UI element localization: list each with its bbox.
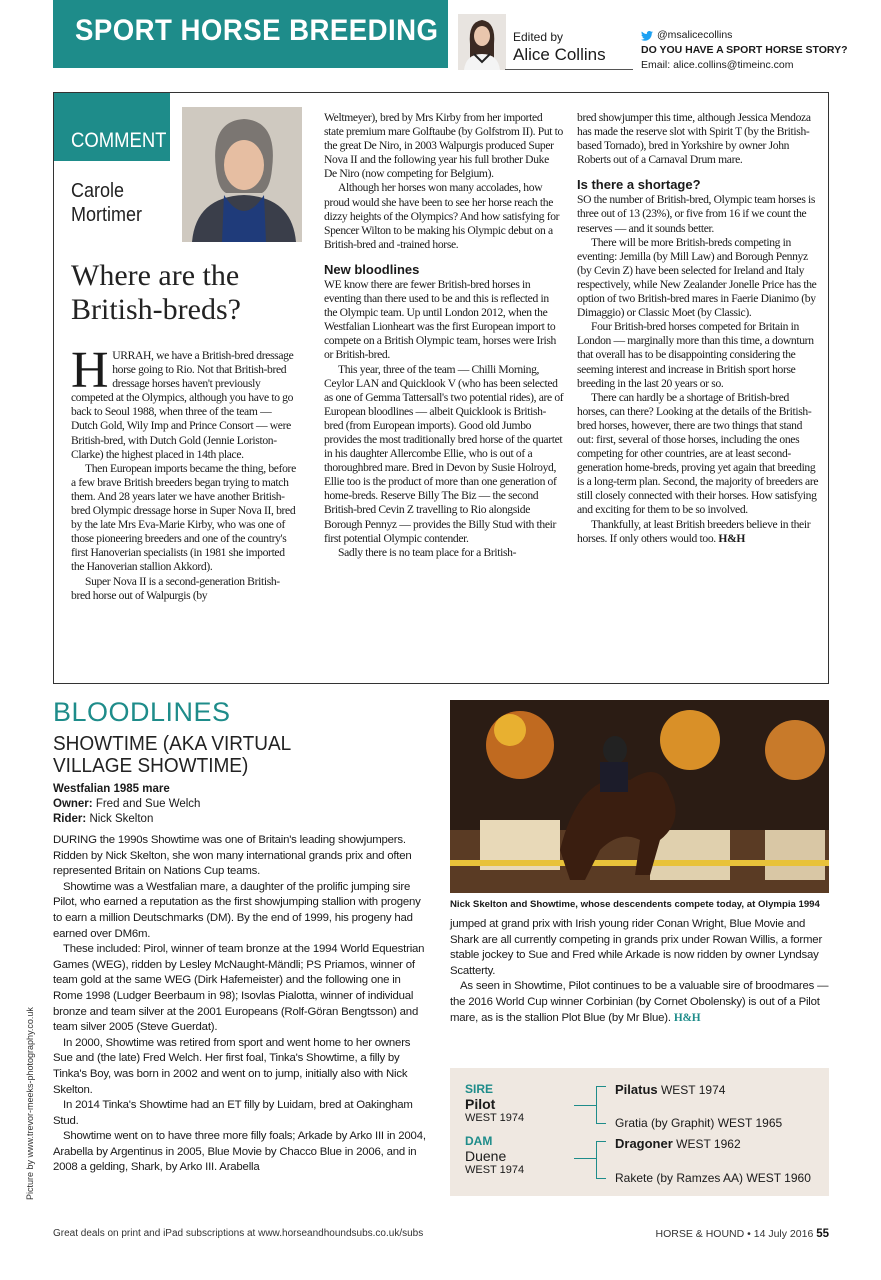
owner: Fred and Sue Welch	[95, 798, 201, 810]
paragraph: This year, three of the team — Chilli Morning, Ceylor LAN and Quicklook V (who has been selected as one of Gemma Tattersall's two potential rides), are of European bloodlines — albeit Quicklook is British-bred (from European imports). Good old Jumbo provides the most traditionally bred horse of the quartet in his daughter Allercombe Ellie, who is out of a thoroughbred mare. Bred in Devon by Susie Holroyd, Ellie too is the product of more than one generation of home-breds. Reserve Billy The Biz — the second British-bred Cevin Z travelling to Rio alongside Borough Pennyz — provides the Billy Stud with their first potential Olympic contender.	[324, 362, 564, 545]
sire-label: SIRE	[465, 1082, 494, 1096]
paragraph: URRAH, we have a British-bred dressage horse going to Rio. Not that British-bred dressage horses haven't previously competed at the Olympics, although you have to go back to Seoul 1988, when three of the team — Dutch Gold, Wily Imp and Prince Consort — were British-bred, with Dutch Gold (Jennie Loriston-Clarke) the highest placed in 14th place.	[71, 349, 294, 461]
footer-subscriptions: Great deals on print and iPad subscriptions at www.horseandhoundsubs.co.uk/subs	[53, 1228, 424, 1239]
dam-dam-name: Rakete (by Ramzes AA)	[615, 1171, 744, 1185]
dam-sire-info: WEST 1962	[676, 1137, 741, 1151]
subheading: Is there a shortage?	[577, 177, 701, 193]
grandsire-name: Pilatus	[615, 1082, 658, 1097]
contact-block	[641, 28, 848, 73]
pedigree-line	[596, 1086, 597, 1124]
paragraph: Showtime was a Westfalian mare, a daughter of the prolific jumping sire Pilot, who earned a reputation as the first showjumping stallion with progeny to earn a million Deutschmarks (DM). By the end of 1999, his progeny had earned over DM6m.	[53, 880, 421, 940]
drop-cap: H	[71, 342, 109, 399]
comment-label: COMMENT	[71, 129, 167, 152]
horse-details	[53, 782, 200, 827]
hh-sign: H&H	[673, 1011, 701, 1024]
paragraph: bred showjumper this time, although Jessica Mendoza has made the reserve slot with Spirit T (by the British-based Tornado), bred in Yorkshire by owner John Roberts out of a Carnaval Drum mare.	[577, 111, 811, 167]
grandsire-info: WEST 1974	[660, 1083, 726, 1097]
twitter-handle[interactable]: @msalicecollins	[657, 29, 733, 41]
granddam-name: Gratia (by Graphit)	[615, 1116, 715, 1130]
bloodlines-title: BLOODLINES	[53, 697, 231, 727]
paragraph: Showtime went on to have three more filly foals; Arkade by Arko III in 2004, Arabella by Argentinus in 2005, Blue Movie by Chacco Blue in 2006, and in 2008 a gelding, Shark, by Arko III. Arabella	[53, 1130, 426, 1174]
photo-credit: Picture by www.trevor-meeks-photography.co.uk	[25, 1007, 35, 1200]
paragraph: There can hardly be a shortage of British-bred horses, can there? Looking at the details of the British-bred horses, however, there are two things that stand out: first, several of those horses, including the ones competing for other countries, are at least second-generation home-breds, proving yet again that breeding is a long-term plan. Second, the majority of breeders are still closely connected with their horses. How satisfying and exciting for them to be so involved.	[577, 390, 819, 517]
headline: Where are the British-breds?	[71, 259, 241, 326]
pedigree-line	[596, 1141, 606, 1142]
comment-column-3	[577, 111, 819, 546]
pedigree-line	[574, 1105, 596, 1106]
paragraph: Although her horses won many accolades, how proud would she have been to see her horse reach the dizzy heights of the Olympics? And how satisfying for Spencer Wilton to be making his Olympic debut on a British-bred and -trained horse.	[324, 181, 560, 251]
dam-name: Duene	[465, 1148, 507, 1164]
paragraph: Super Nova II is a second-generation British-bred horse out of Walpurgis (by	[71, 574, 280, 602]
bloodlines-column-2	[450, 917, 830, 1026]
closing-text: Thankfully, at least British breeders believe in their horses. If only others would too.	[577, 517, 811, 545]
editor-name: Alice Collins	[513, 45, 606, 64]
paragraph: In 2014 Tinka's Showtime had an ET filly by Luidam, bred at Oakingham Stud.	[53, 1099, 413, 1127]
edited-by-label: Edited by	[513, 30, 564, 44]
breed: Westfalian 1985 mare	[53, 783, 170, 795]
paragraph: Weltmeyer), bred by Mrs Kirby from her imported state premium mare Golftaube (by Golfstrom II). Put to the great De Niro, in 2003 Walpurgis produced Super Nova II and the following year his full brother Duke De Niro (now competing for Belgium).	[324, 111, 563, 181]
sire-name: Pilot	[465, 1096, 496, 1112]
twitter-bird-icon	[641, 31, 653, 41]
issue-info: HORSE & HOUND • 14 July 2016	[655, 1228, 814, 1240]
dam-sire-name: Dragoner	[615, 1136, 673, 1151]
subheading: New bloodlines	[324, 261, 420, 277]
page-number: 55	[816, 1228, 829, 1240]
granddam-info: WEST 1965	[717, 1116, 783, 1130]
pedigree-line	[574, 1158, 596, 1159]
paragraph	[450, 979, 830, 1026]
editor-email[interactable]: Email: alice.collins@timeinc.com	[641, 59, 794, 71]
pedigree-line	[596, 1141, 597, 1179]
paragraph	[577, 518, 819, 546]
paragraph: Then European imports became the thing, before a few brave British breeders began trying to match them. And 28 years later we have another British-bred Olympic dressage horse in Super Nova II, bred by the late Mrs Eva-Marie Kirby, who was one of those pioneering breeders and one of the country's first Hanoverian specialists (in 1981 she imported the Hanoverian stallion Akkord).	[71, 461, 296, 574]
rider: Nick Skelton	[89, 813, 154, 825]
hh-sign: H&H	[718, 531, 746, 545]
pedigree-line	[596, 1086, 606, 1087]
comment-column-2	[324, 111, 564, 560]
showjumping-photo	[450, 700, 829, 893]
comment-column-1	[71, 342, 297, 603]
paragraph: Four British-bred horses competed for Britain in London — marginally more than this time, a downturn that overall has to be disappointing considering the seeming interest and increase in British sport horse breeding in the last 20 years or so.	[577, 320, 814, 390]
section-title: SPORT HORSE BREEDING	[75, 14, 439, 47]
comment-box	[53, 92, 829, 684]
paragraph: DURING the 1990s Showtime was one of Britain's leading showjumpers. Ridden by Nick Skelton, she won many international grands prix and often represented Britain on Nations Cup teams.	[53, 834, 412, 878]
section-banner	[53, 0, 448, 68]
comment-tag	[54, 93, 170, 161]
paragraph: SO the number of British-bred, Olympic team horses is three out of 13 (23%), or five from 16 if we count the reserves — and it sounds better.	[577, 193, 816, 235]
bloodlines-column-1	[53, 833, 431, 1176]
author-photo	[182, 107, 302, 242]
dam-label: DAM	[465, 1134, 493, 1148]
paragraph: In 2000, Showtime was retired from sport and went home to her owners Sue and (the late) Fred Welch. Her first foal, Tinka's Showtime, a filly by Tinka's Boy, was born in 2002 and went on to jump, initially also with Nick Skelton.	[53, 1036, 411, 1096]
author-last-name: Mortimer	[71, 204, 143, 226]
pedigree-table	[450, 1068, 829, 1196]
author-first-name: Carole	[71, 180, 125, 202]
story-question: DO YOU HAVE A SPORT HORSE STORY?	[641, 44, 848, 56]
closing-text: As seen in Showtime, Pilot continues to be a valuable sire of broodmares — the 2016 World Cup winner Corbinian (by Cornet Obolensky) is out of a Pilot mare, as is the stallion Plot Blue (by Mr Blue).	[450, 980, 829, 1024]
dam-info: WEST 1974	[465, 1164, 525, 1176]
paragraph: WE know there are fewer British-bred horses in eventing than there used to be and this is reflected in the Olympic team. Up until London 2012, when the Westfalian Lionheart was the first European import to compete on a British Olympic team, horses were Irish or British-bred.	[324, 277, 556, 362]
pedigree-line	[596, 1123, 606, 1124]
photo-caption: Nick Skelton and Showtime, whose descendents compete today, at Olympia 1994	[450, 899, 820, 910]
paragraph: There will be more British-breds competing in eventing: Jemilla (by Mill Law) and Borough Pennyz (by Cevin Z) have been selected for Ireland and Italy respectively, while New Zealander Jonelle Price has the option of two British-bred mares in Faerie Dianimo (by Dimaggio) or Classic Moet (by Classic).	[577, 235, 817, 320]
divider	[505, 69, 633, 70]
paragraph: jumped at grand prix with Irish young rider Conan Wright, Blue Movie and Shark are all currently competing in grands prix under Rowan Willis, a former stable jockey to Sue and Fred while Arkade is now ridden by owner Lyndsay Scatterty.	[450, 918, 823, 977]
owner-label: Owner:	[53, 798, 93, 810]
editor-photo	[458, 14, 506, 70]
pedigree-line	[596, 1178, 606, 1179]
paragraph: Sadly there is no team place for a British-	[338, 545, 517, 559]
paragraph: These included: Pirol, winner of team bronze at the 1994 World Equestrian Games (WEG), ridden by Lesley McNaught-Mändli; PS Priamos, winner of team gold at the same WEG (Dirk Hafemeister) and the following one in Rome 1998 (Ludger Beerbaum in 98); Isovlas Pialotta, winner of individual bronze and team silver at the 2001 Europeans (Rolf-Göran Bengtsson) and team silver 2005 (Steve Guerdat).	[53, 943, 425, 1034]
dam-dam-info: WEST 1960	[746, 1171, 811, 1185]
rider-label: Rider:	[53, 813, 87, 825]
bloodlines-subtitle: SHOWTIME (AKA VIRTUAL VILLAGE SHOWTIME)	[53, 733, 291, 777]
footer-issue	[656, 1228, 829, 1240]
sire-info: WEST 1974	[465, 1112, 525, 1124]
author-name	[71, 179, 142, 227]
